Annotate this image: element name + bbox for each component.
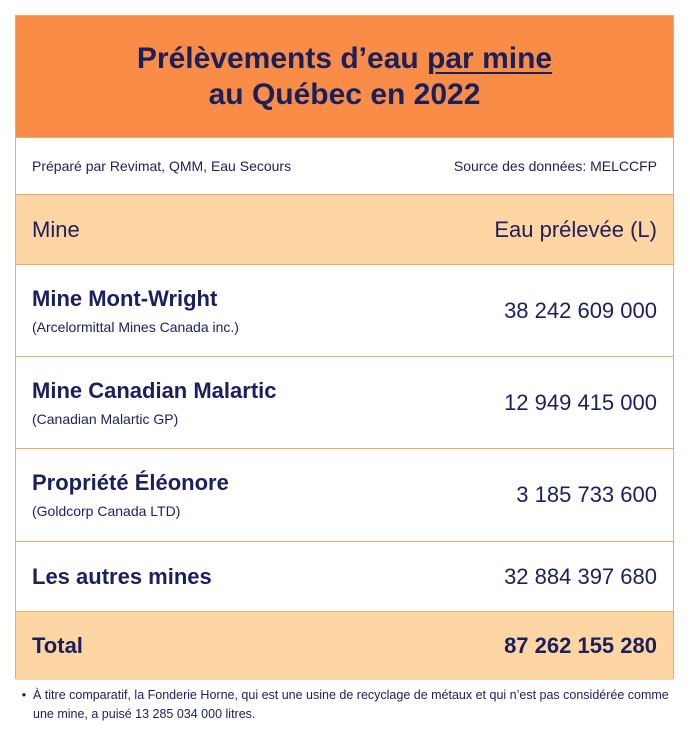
total-label: Total [32, 633, 83, 658]
table-row [16, 541, 673, 611]
mine-value: 12 949 415 000 [504, 389, 657, 415]
header-water: Eau prélevée (L) [494, 216, 657, 242]
mine-operator: (Canadian Malartic GP) [32, 410, 179, 427]
footnote [15, 686, 675, 724]
title-line-2: au Québec en 2022 [208, 77, 481, 111]
title-underlined: par mine [427, 41, 553, 75]
table-row [16, 448, 673, 541]
header-mine: Mine [32, 216, 80, 242]
mine-value: 3 185 733 600 [516, 482, 657, 507]
mine-name: Mine Canadian Malartic [32, 377, 277, 403]
table-header [16, 194, 673, 264]
prepared-by: Préparé par Revimat, QMM, Eau Secours [32, 158, 292, 174]
mine-name: Mine Mont-Wright [32, 285, 218, 311]
footnote-text: À titre comparatif, la Fonderie Horne, qui est une usine de recyclage de métaux et qui n’est pas considérée comme une mine, a puisé 13 285 034 000 litres. [33, 688, 669, 721]
total-value: 87 262 155 280 [504, 633, 657, 658]
mine-operator: (Arcelormittal Mines Canada inc.) [32, 318, 239, 335]
mine-name: Les autres mines [32, 563, 212, 589]
bullet-icon: • [21, 688, 27, 702]
mine-name: Propriété Éléonore [32, 470, 229, 495]
title-prefix: Prélèvements d’eau [136, 41, 428, 75]
mine-value: 32 884 397 680 [504, 563, 657, 589]
title-band [16, 16, 673, 137]
row-label [32, 377, 277, 429]
table-row [16, 264, 673, 356]
total-row [16, 611, 673, 680]
mine-value: 38 242 609 000 [504, 297, 657, 323]
data-source: Source des données: MELCCFP [453, 158, 657, 174]
meta-row [16, 137, 673, 194]
table-row [16, 356, 673, 448]
row-label [32, 469, 229, 521]
water-table-card [15, 15, 674, 679]
mine-operator: (Goldcorp Canada LTD) [32, 503, 181, 519]
title-line-1 [137, 41, 552, 77]
row-label [32, 285, 239, 337]
